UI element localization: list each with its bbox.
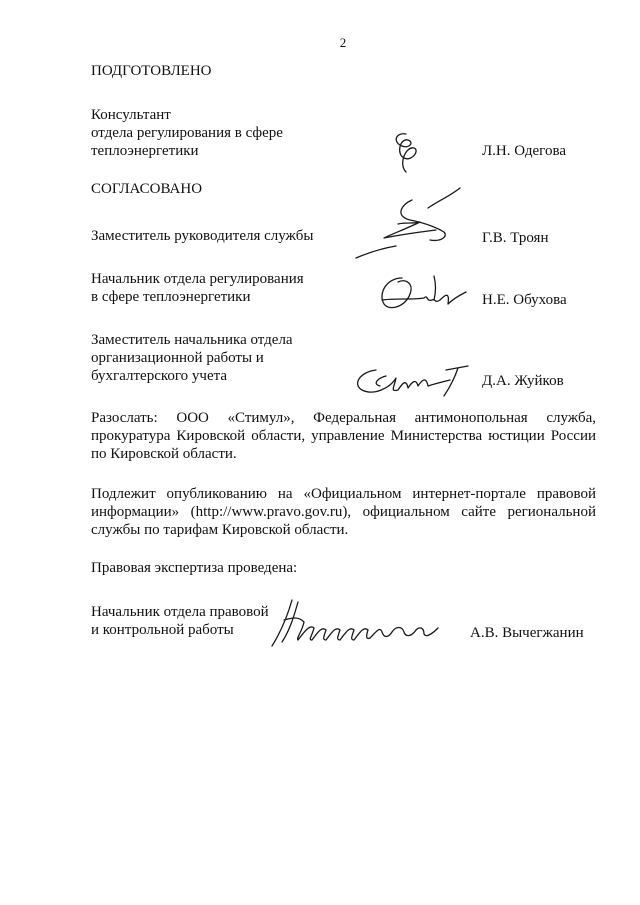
position-line: и контрольной работы — [91, 622, 234, 638]
position-line: отдела регулирования в сфере — [91, 125, 283, 141]
paragraph-line: Разослать: ООО «Стимул», Федеральная антимонопольная служба, — [91, 410, 596, 426]
position-line: Начальник отдела правовой — [91, 604, 269, 620]
legal-review-note: Правовая экспертиза проведена: — [91, 560, 298, 576]
position-line: бухгалтерского учета — [91, 368, 228, 384]
page-number: 2 — [339, 35, 347, 50]
signature-zhuykov — [350, 362, 475, 402]
distribution-list — [91, 409, 596, 463]
signature-odegova — [384, 124, 444, 184]
signatory-name: Д.А. Жуйков — [482, 373, 564, 389]
paragraph-line: по Кировской области. — [91, 446, 237, 462]
paragraph-line: прокуратура Кировской области, управление Министерства юстиции России — [91, 428, 596, 444]
signature-obukhova — [372, 270, 472, 318]
agreed-position — [91, 227, 313, 245]
paragraph-line: службы по тарифам Кировской области. — [91, 522, 349, 538]
legal-review-position — [91, 603, 269, 639]
position-line: Начальник отдела регулирования — [91, 271, 304, 287]
paragraph-line: информации» (http://www.pravo.gov.ru), официальном сайте региональной — [91, 504, 596, 520]
signatory-name: Н.Е. Обухова — [482, 292, 567, 308]
paragraph-line: Подлежит опубликованию на «Официальном интернет-портале правовой — [91, 486, 596, 502]
prepared-heading: ПОДГОТОВЛЕНО — [91, 63, 212, 79]
position-line: организационной работы и — [91, 350, 264, 366]
position-line: Заместитель руководителя службы — [91, 228, 314, 244]
signatory-name: Г.В. Троян — [482, 230, 549, 246]
signature-vychegzhanin — [262, 598, 447, 650]
agreed-position — [91, 331, 293, 385]
signatory-name: А.В. Вычегжанин — [470, 625, 584, 641]
signature-troyan — [350, 186, 475, 266]
position-line: Заместитель начальника отдела — [91, 332, 293, 348]
position-line: теплоэнергетики — [91, 143, 199, 159]
signatory-name: Л.Н. Одегова — [482, 143, 567, 159]
agreed-heading: СОГЛАСОВАНО — [91, 181, 203, 197]
position-line: Консультант — [91, 107, 171, 123]
agreed-position — [91, 270, 304, 306]
position-line: в сфере теплоэнергетики — [91, 289, 251, 305]
publication-note — [91, 485, 596, 539]
prepared-position — [91, 106, 283, 160]
